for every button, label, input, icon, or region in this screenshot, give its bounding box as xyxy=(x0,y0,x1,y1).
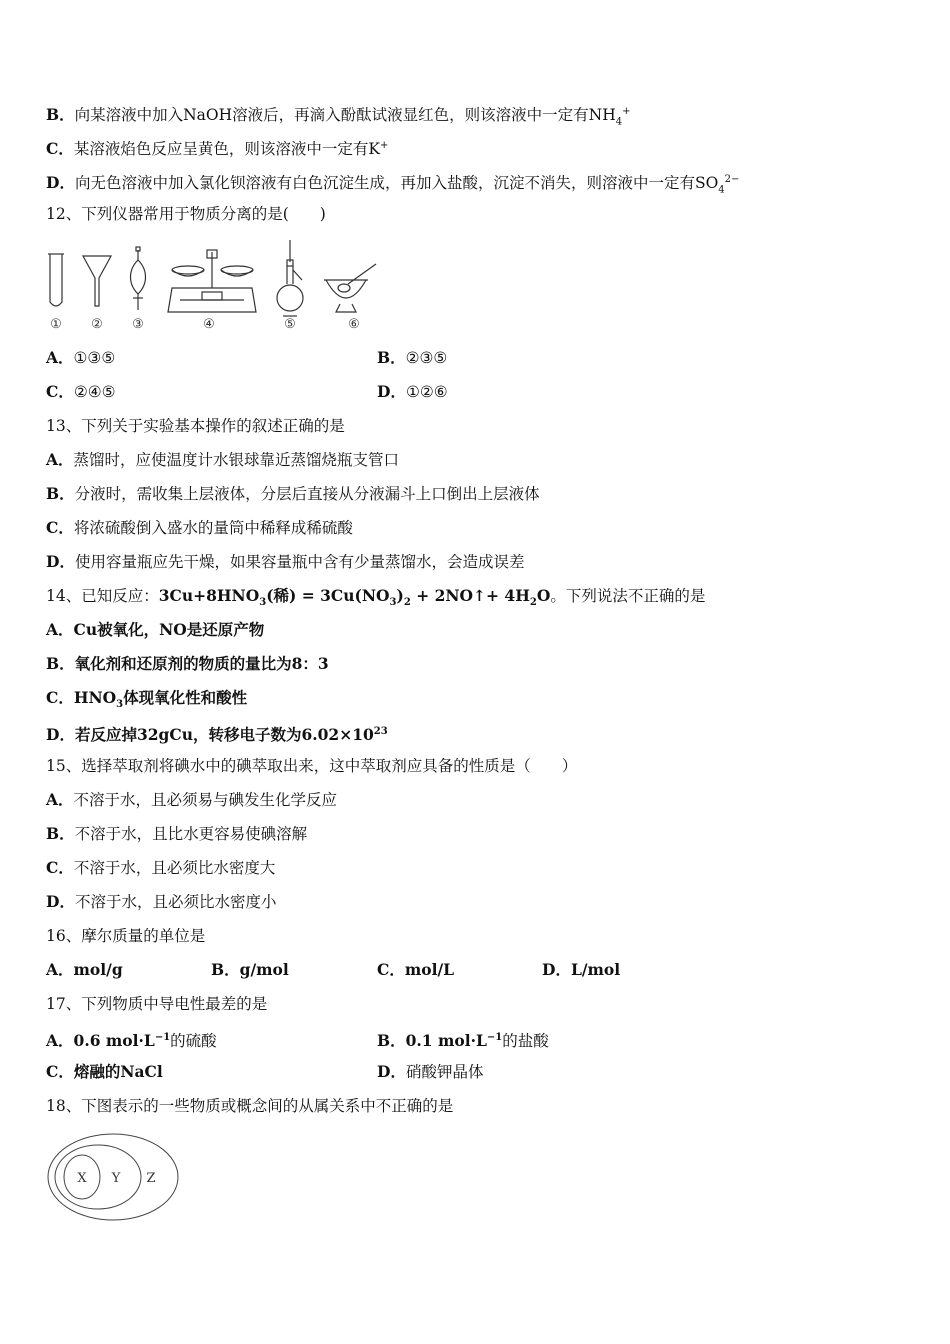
apparatus-label-5: ⑤ xyxy=(284,317,296,332)
q17-option-a-sup: −1 xyxy=(154,1032,171,1043)
q14-eq-part-1: 3Cu+8HNO xyxy=(158,586,260,605)
q15-option-d xyxy=(46,892,276,912)
venn-label-y: Y xyxy=(111,1171,121,1186)
q14-eq-sub-2: 3 xyxy=(389,597,397,609)
apparatus-label-4: ④ xyxy=(203,317,215,332)
apparatus-label-6: ⑥ xyxy=(348,317,360,332)
q17-option-a-letter: A． xyxy=(46,1031,74,1051)
q13-option-d xyxy=(46,552,524,572)
q17-option-b-sup: −1 xyxy=(486,1032,503,1043)
q13-option-c xyxy=(46,518,353,538)
q11-option-c-sup: + xyxy=(379,140,389,151)
q14-eq-sub-3: 2 xyxy=(403,597,411,609)
q12-option-b-letter: B． xyxy=(377,348,406,367)
q14-option-b-text: 氧化剂和还原剂的物质的量比为8：3 xyxy=(74,654,329,673)
q14-stem-post: 。下列说法不正确的是 xyxy=(550,587,706,605)
distillation-flask-icon xyxy=(277,240,303,316)
q17-option-d-letter: D． xyxy=(377,1062,406,1081)
q18-stem: 18、下图表示的一些物质或概念间的从属关系中不正确的是 xyxy=(46,1097,454,1115)
q14-option-b-letter: B． xyxy=(46,654,75,673)
q12-option-c-text: ②④⑤ xyxy=(73,383,116,401)
q17-stem: 17、下列物质中导电性最差的是 xyxy=(46,995,268,1013)
q12-stem: 12、下列仪器常用于物质分离的是( ) xyxy=(46,205,326,223)
q14-eq-part-3: ) xyxy=(396,586,404,605)
q16-option-b xyxy=(211,960,289,980)
q13-option-c-letter: C． xyxy=(46,518,74,537)
q14-equation xyxy=(158,586,551,609)
q16-option-b-letter: B． xyxy=(211,960,240,979)
q11-option-c-letter: C． xyxy=(46,139,74,159)
q13-option-b-text: 分液时，需收集上层液体，分层后直接从分液漏斗上口倒出上层液体 xyxy=(74,485,540,503)
q16-option-d xyxy=(542,960,620,980)
q15-option-b xyxy=(46,824,307,844)
q17-option-c-letter: C． xyxy=(46,1062,74,1081)
q11-option-b xyxy=(46,102,631,132)
q11-option-b-letter: B． xyxy=(46,105,75,125)
test-tube-icon xyxy=(48,254,64,306)
q14-option-d-letter: D． xyxy=(46,725,75,745)
separatory-funnel-icon xyxy=(131,247,146,310)
q14-option-a-letter: A． xyxy=(46,620,74,639)
q17-option-b xyxy=(377,1028,549,1051)
q14-stem xyxy=(46,586,705,613)
q17-option-c xyxy=(46,1062,163,1082)
q16-option-a-letter: A． xyxy=(46,960,74,979)
q15-option-d-letter: D． xyxy=(46,892,75,911)
q16-option-d-text: L/mol xyxy=(570,960,621,979)
q13-stem: 13、下列关于实验基本操作的叙述正确的是 xyxy=(46,417,345,435)
q14-eq-part-4: + 2NO↑+ 4H xyxy=(410,586,530,605)
q12-option-c xyxy=(46,382,116,402)
q17-option-d-text: 硝酸钾晶体 xyxy=(405,1063,484,1081)
q12-option-d xyxy=(377,382,448,402)
venn-diagram xyxy=(40,1128,190,1228)
q13-option-d-letter: D． xyxy=(46,552,75,571)
q14-option-d-text: 若反应掉32gCu，转移电子数为6.02×10 xyxy=(74,725,374,745)
q12-option-a xyxy=(46,348,115,368)
q14-option-a-text: Cu被氧化，NO是还原产物 xyxy=(73,620,265,639)
q12-option-b xyxy=(377,348,447,368)
q11-option-b-sup: + xyxy=(622,106,631,117)
q15-option-a-letter: A． xyxy=(46,790,74,809)
q15-stem: 15、选择萃取剂将碘水中的碘萃取出来，这中萃取剂应具备的性质是（ ） xyxy=(46,757,578,775)
apparatus-label-1: ① xyxy=(50,317,62,332)
q11-option-c-text: 某溶液焰色反应呈黄色，则该溶液中一定有K xyxy=(73,140,380,159)
q15-option-a xyxy=(46,790,337,810)
q12-option-d-letter: D． xyxy=(377,382,406,401)
q13-option-b xyxy=(46,484,540,504)
q16-option-d-letter: D． xyxy=(542,960,571,979)
q14-eq-sub-1: 3 xyxy=(259,597,267,609)
balance-icon xyxy=(168,250,256,312)
venn-circle-y xyxy=(55,1145,141,1209)
apparatus-label-3: ③ xyxy=(132,317,144,332)
q14-option-c-text-pre: HNO xyxy=(73,688,117,707)
mortar-pestle-icon xyxy=(324,264,376,312)
q11-option-d-letter: D． xyxy=(46,173,75,193)
q12-option-b-text: ②③⑤ xyxy=(405,349,448,367)
q15-option-c xyxy=(46,858,275,878)
q17-option-a-text-post: 的硫酸 xyxy=(170,1032,217,1051)
q14-eq-part-5: O xyxy=(536,586,551,605)
q16-option-c xyxy=(377,960,454,980)
q12-option-d-text: ①②⑥ xyxy=(405,383,448,401)
q14-option-a xyxy=(46,620,264,640)
q17-option-c-text: 熔融的NaCl xyxy=(73,1062,163,1081)
q15-option-b-letter: B． xyxy=(46,824,75,843)
q13-option-d-text: 使用容量瓶应先干燥，如果容量瓶中含有少量蒸馏水，会造成误差 xyxy=(74,553,525,571)
q13-option-a-letter: A． xyxy=(46,450,74,469)
q16-option-a-text: mol/g xyxy=(73,960,123,979)
q15-option-a-text: 不溶于水，且必须易与碘发生化学反应 xyxy=(73,791,338,809)
q12-option-a-letter: A． xyxy=(46,348,74,367)
q13-option-a-text: 蒸馏时，应使温度计水银球靠近蒸馏烧瓶支管口 xyxy=(73,451,400,469)
q16-option-c-text: mol/L xyxy=(404,960,455,979)
q14-option-c xyxy=(46,688,247,715)
q16-option-c-letter: C． xyxy=(377,960,405,979)
q11-option-d-sup: 2− xyxy=(724,174,740,185)
q11-option-d-sub: 4 xyxy=(718,184,725,196)
q14-option-d-sup: 23 xyxy=(373,726,388,737)
q11-option-b-text: 向某溶液中加入NaOH溶液后，再滴入酚酞试液显红色，则该溶液中一定有NH xyxy=(74,106,616,125)
q16-stem: 16、摩尔质量的单位是 xyxy=(46,927,206,945)
q15-option-d-text: 不溶于水，且必须比水密度小 xyxy=(74,893,277,911)
q14-stem-pre: 14、已知反应： xyxy=(46,587,159,605)
q11-option-b-sub: 4 xyxy=(615,116,623,128)
q13-option-b-letter: B． xyxy=(46,484,75,503)
q12-option-a-text: ①③⑤ xyxy=(73,349,116,367)
q16-option-a xyxy=(46,960,123,980)
q11-option-d-text: 向无色溶液中加入氯化钡溶液有白色沉淀生成，再加入盐酸，沉淀不消失，则溶液中一定有SO xyxy=(74,174,719,193)
funnel-icon xyxy=(83,256,111,306)
q17-option-a-text-pre: 0.6 mol·L xyxy=(73,1031,155,1051)
q15-option-c-letter: C． xyxy=(46,858,74,877)
q17-option-b-letter: B． xyxy=(377,1031,406,1051)
q14-option-c-letter: C． xyxy=(46,688,74,707)
q14-option-b xyxy=(46,654,329,674)
venn-label-x: X xyxy=(77,1171,87,1186)
q14-eq-sub-4: 2 xyxy=(529,597,537,609)
apparatus-figure xyxy=(40,238,400,338)
q13-option-c-text: 将浓硫酸倒入盛水的量筒中稀释成稀硫酸 xyxy=(73,519,353,537)
q12-option-c-letter: C． xyxy=(46,382,74,401)
q14-option-d xyxy=(46,722,388,745)
q17-option-d xyxy=(377,1062,483,1082)
q17-option-a xyxy=(46,1028,217,1051)
q13-option-a xyxy=(46,450,399,470)
apparatus-label-2: ② xyxy=(91,317,103,332)
venn-label-z: Z xyxy=(146,1171,156,1186)
q16-option-b-text: g/mol xyxy=(239,960,289,979)
q15-option-c-text: 不溶于水，且必须比水密度大 xyxy=(73,859,276,877)
q17-option-b-text-post: 的盐酸 xyxy=(502,1032,549,1051)
q11-option-d xyxy=(46,170,739,200)
q15-option-b-text: 不溶于水，且比水更容易使碘溶解 xyxy=(74,825,308,843)
q17-option-b-text-pre: 0.1 mol·L xyxy=(405,1031,487,1051)
q14-option-c-sub: 3 xyxy=(116,699,124,711)
q14-eq-part-2: (稀) = 3Cu(NO xyxy=(266,586,390,605)
q11-option-c xyxy=(46,136,388,159)
q14-option-c-text-post: 体现氧化性和酸性 xyxy=(123,688,248,707)
